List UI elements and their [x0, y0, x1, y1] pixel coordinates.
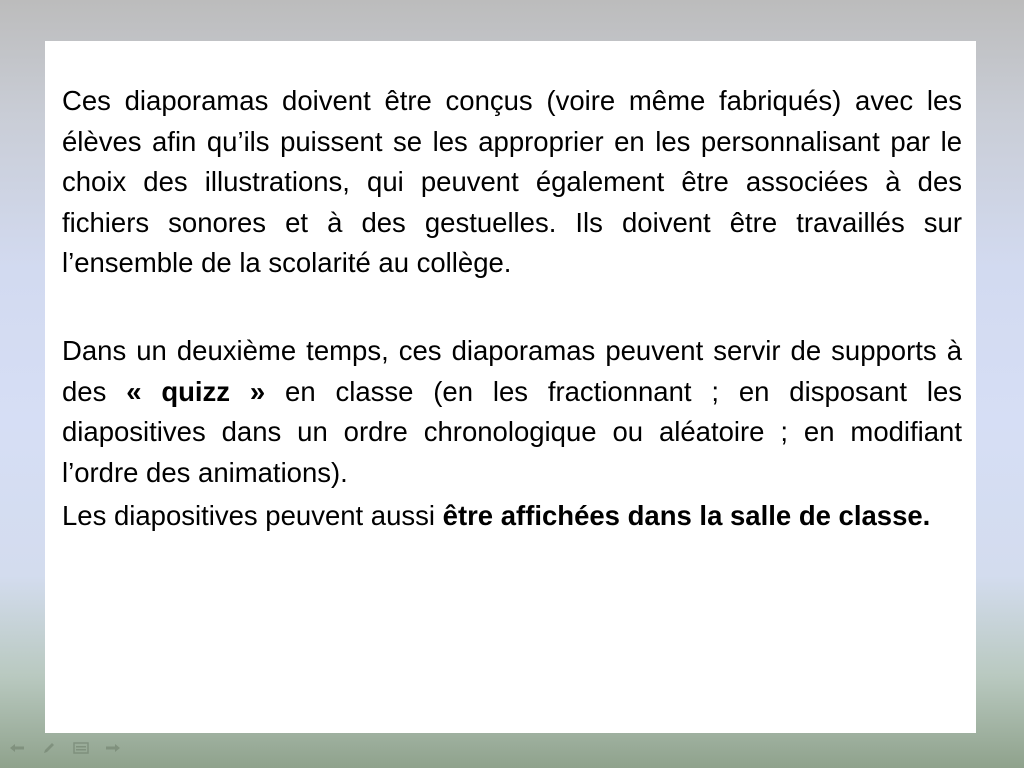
arrow-right-icon[interactable]	[104, 741, 122, 755]
paragraph-3-bold: être affichées dans la salle de classe.	[442, 500, 931, 532]
arrow-left-icon[interactable]	[8, 741, 26, 755]
slideshow-nav	[8, 741, 122, 755]
paragraph-1: Ces diaporamas doivent être conçus (voire même fabriqués) avec les élèves afin qu’ils puissent se les approprier en les personnalisant par le choix des illustrations, qui peuvent également être associées à des fichiers sonores et à des gestuelles. Ils doivent être travaillés sur l’ensemble de la scolarité au collège.	[62, 85, 962, 279]
slide-text	[62, 81, 962, 537]
paragraph-2-bold: « quizz »	[126, 375, 266, 407]
paragraph-3	[62, 496, 962, 537]
pen-icon[interactable]	[40, 741, 58, 755]
paragraph-2-start: Dans un deuxième temps, ces diaporamas peuvent servir de supports à des	[62, 334, 962, 407]
paragraph-2-end: en classe (en les fractionnant ; en disposant les diapositives dans un ordre chronologique ou aléatoire ; en modifiant l’ordre des animations).	[62, 375, 963, 488]
paragraph-2	[62, 331, 962, 493]
menu-icon[interactable]	[72, 741, 90, 755]
paragraph-3-start: Les diapositives peuvent aussi	[62, 500, 443, 532]
slide	[45, 41, 976, 733]
